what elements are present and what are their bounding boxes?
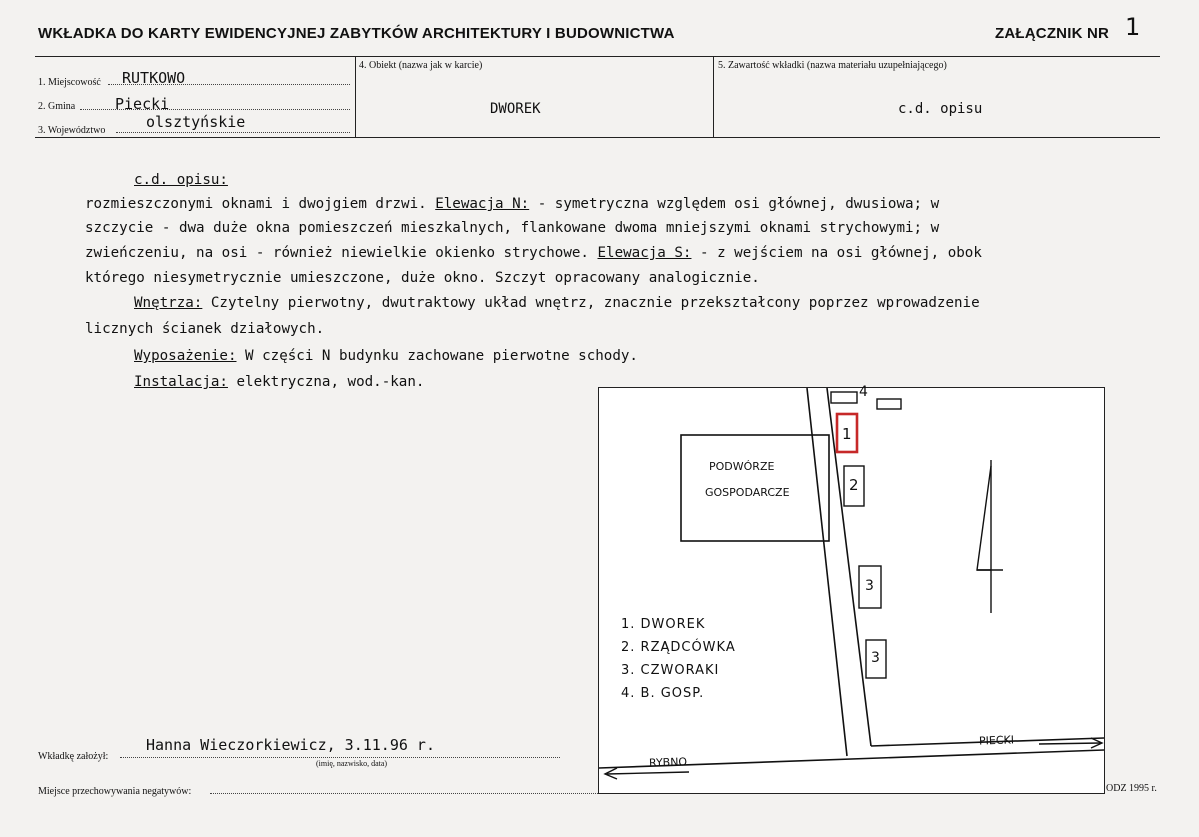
wnetrza-heading: Wnętrza: [134, 295, 203, 311]
building-3a-label: 3 [865, 578, 874, 594]
storage-line [210, 781, 598, 794]
obiekt-value: DWOREK [490, 101, 541, 117]
form-bottom-rule [35, 137, 1160, 138]
author-value: Hanna Wieczorkiewicz, 3.11.96 r. [146, 736, 435, 754]
author-label: Wkładkę założył: [38, 751, 109, 762]
body-line-1 [85, 196, 939, 212]
storage-label: Miejsce przechowywania negatywów: [38, 786, 192, 797]
body-line-1b: - symetryczna względem osi głównej, dwusiowa; w [529, 196, 940, 212]
building-4b-shape [877, 399, 901, 409]
form-code: ODZ 1995 r. [1106, 783, 1157, 794]
elewacja-s: Elewacja S: [597, 245, 692, 261]
road-label-rybno: RYBNO [648, 755, 688, 770]
road-edge-left [807, 388, 847, 756]
author-hint: (imię, nazwisko, data) [316, 759, 388, 768]
wnetrza-line [134, 295, 980, 311]
zawartosc-label: 5. Zawartość wkładki (nazwa materiału uzupełniającego) [718, 60, 947, 71]
legend-item-3: 3. CZWORAKI [621, 663, 720, 678]
site-plan-sketch [598, 384, 1105, 794]
form-divider-2 [713, 56, 714, 138]
building-1-label: 1 [842, 425, 852, 443]
body-line-3 [85, 245, 982, 261]
instalacja-text: elektryczna, wod.-kan. [227, 374, 425, 390]
body-line-3a: zwieńczeniu, na osi - również niewielkie okienko strychowe. [85, 245, 598, 261]
instalacja-heading: Instalacja: [134, 374, 228, 390]
body-line-4: którego niesymetrycznie umieszczone, duże okno. Szczyt opracowany analogicznie. [85, 270, 760, 286]
wyposazenie-line [134, 348, 638, 364]
arrow-rybno-shaft [607, 772, 689, 774]
legend-item-4: 4. B. GOSP. [621, 686, 705, 701]
body-line-3b: - z wejściem na osi głównej, obok [691, 245, 982, 261]
zawartosc-value: c.d. opisu [898, 101, 983, 117]
map-legend [621, 613, 736, 705]
wojewodztwo-label: 3. Województwo [38, 125, 106, 136]
legend-item-1: 1. DWOREK [621, 617, 706, 632]
miejscowosc-value: RUTKOWO [122, 69, 186, 87]
miejscowosc-label: 1. Miejscowość [38, 77, 101, 88]
wnetrza-line-2: licznych ścianek działowych. [85, 321, 325, 337]
yard-label-1: PODWÓRZE [709, 460, 775, 473]
body-heading: c.d. opisu: [134, 172, 228, 188]
north-arrow-head [977, 466, 991, 570]
attachment-label: ZAŁĄCZNIK NR [995, 25, 1110, 42]
legend-item-2: 2. RZĄDCÓWKA [621, 640, 736, 655]
building-3b-label: 3 [871, 650, 880, 666]
body-line-1a: rozmieszczonymi oknami i dwojgiem drzwi. [85, 196, 436, 212]
building-2-label: 2 [849, 476, 859, 494]
obiekt-label: 4. Obiekt (nazwa jak w karcie) [359, 60, 483, 71]
wyposazenie-text: W części N budynku zachowane pierwotne schody. [236, 348, 638, 364]
attachment-number: 1 [1125, 13, 1141, 41]
wnetrza-text: Czytelny pierwotny, dwutraktowy układ wnętrz, znacznie przekształcony poprzez wprowadzenie [202, 295, 980, 311]
body-line-2: szczycie - dwa duże okna pomieszczeń mieszkalnych, flankowane dwoma mniejszymi oknami strychowymi; w [85, 220, 940, 236]
site-plan-svg [599, 388, 1104, 793]
road-label-piecki: PIECKI [978, 733, 1015, 748]
arrow-piecki-shaft [1039, 743, 1101, 744]
form-top-rule [35, 56, 1160, 57]
building-4-shape [831, 392, 857, 403]
gmina-label: 2. Gmina [38, 101, 76, 112]
elewacja-n: Elewacja N: [435, 196, 530, 212]
instalacja-line [134, 374, 424, 390]
gmina-value: Piecki [115, 95, 170, 113]
document-title: WKŁADKA DO KARTY EWIDENCYJNEJ ZABYTKÓW ARCHITEKTURY I BUDOWNICTWA [38, 25, 675, 42]
wyposazenie-heading: Wyposażenie: [134, 348, 237, 364]
form-divider-1 [355, 56, 356, 138]
wojewodztwo-value: olsztyńskie [146, 113, 246, 131]
yard-label-2: GOSPODARCZE [705, 486, 790, 499]
building-4-label: 4 [859, 384, 868, 400]
